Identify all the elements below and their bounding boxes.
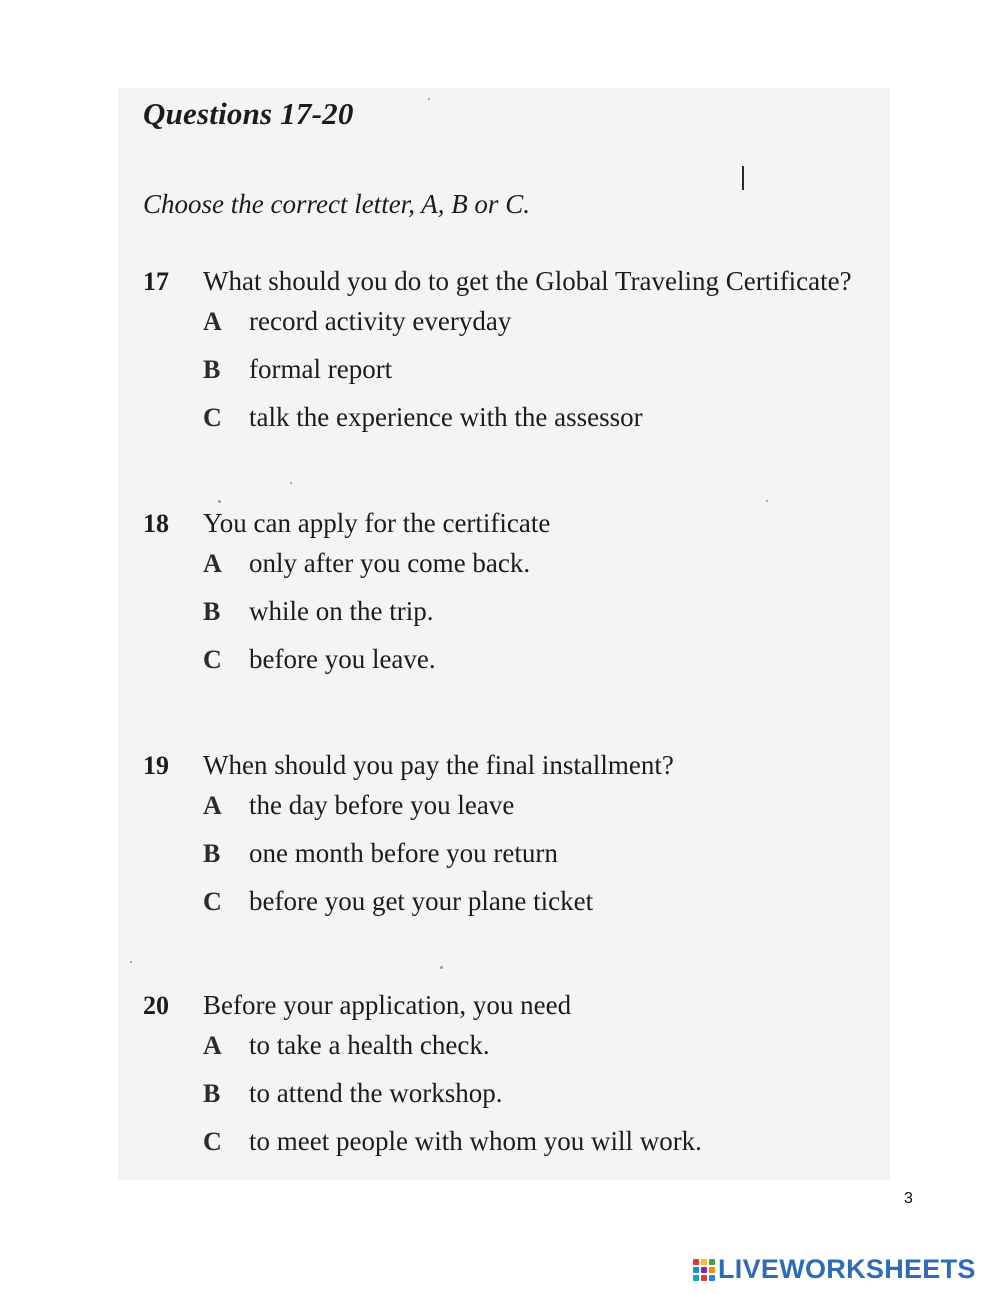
- page-number: 3: [904, 1190, 913, 1207]
- option-text: to meet people with whom you will work.: [249, 1126, 702, 1156]
- option-text: before you leave.: [249, 644, 436, 674]
- option-b: [143, 838, 903, 886]
- option-a: [143, 548, 903, 596]
- scan-speck: [428, 98, 430, 100]
- liveworksheets-brand: [693, 1254, 976, 1285]
- option-letter: B: [203, 355, 221, 384]
- option-letter: A: [203, 791, 222, 820]
- option-letter: C: [203, 887, 222, 916]
- question-text: Before your application, you need: [203, 990, 572, 1020]
- scan-speck: [440, 966, 443, 969]
- option-letter: C: [203, 645, 222, 674]
- question-18: [143, 508, 903, 692]
- scan-speck: [218, 500, 221, 503]
- option-text: while on the trip.: [249, 596, 434, 626]
- option-text: to attend the workshop.: [249, 1078, 503, 1108]
- question-20: [143, 990, 903, 1174]
- option-b: [143, 1078, 903, 1126]
- question-text: What should you do to get the Global Traveling Certificate?: [203, 266, 852, 296]
- option-c: [143, 644, 903, 692]
- option-text: before you get your plane ticket: [249, 886, 594, 916]
- option-b: [143, 354, 903, 402]
- option-letter: C: [203, 1127, 222, 1156]
- scan-speck: [130, 961, 132, 963]
- option-a: [143, 790, 903, 838]
- question-17: [143, 266, 903, 450]
- question-number: 18: [143, 509, 169, 538]
- option-text: to take a health check.: [249, 1030, 490, 1060]
- brand-name: LIVEWORKSHEETS: [718, 1254, 976, 1284]
- option-text: the day before you leave: [249, 790, 515, 820]
- question-text: When should you pay the final installment?: [203, 750, 674, 780]
- option-c: [143, 886, 903, 934]
- option-b: [143, 596, 903, 644]
- question-number: 19: [143, 751, 169, 780]
- scan-speck: [766, 500, 768, 502]
- instruction-text: Choose the correct letter, A, B or C.: [143, 189, 530, 219]
- option-text: record activity everyday: [249, 306, 512, 336]
- option-text: one month before you return: [249, 838, 558, 868]
- option-text: formal report: [249, 354, 393, 384]
- option-c: [143, 1126, 903, 1174]
- question-number: 17: [143, 267, 169, 296]
- option-a: [143, 1030, 903, 1078]
- option-c: [143, 402, 903, 450]
- question-number: 20: [143, 991, 169, 1020]
- option-letter: B: [203, 839, 221, 868]
- option-letter: A: [203, 307, 222, 336]
- scan-speck: [290, 482, 292, 484]
- question-text: You can apply for the certificate: [203, 508, 551, 538]
- option-letter: B: [203, 597, 221, 626]
- section-heading: Questions 17-20: [143, 96, 354, 131]
- option-letter: A: [203, 549, 222, 578]
- option-text: only after you come back.: [249, 548, 531, 578]
- option-letter: B: [203, 1079, 221, 1108]
- pen-mark: [742, 166, 744, 190]
- option-text: talk the experience with the assessor: [249, 402, 643, 432]
- option-letter: C: [203, 403, 222, 432]
- liveworksheets-logo-icon: [693, 1259, 715, 1281]
- question-19: [143, 750, 903, 934]
- option-letter: A: [203, 1031, 222, 1060]
- option-a: [143, 306, 903, 354]
